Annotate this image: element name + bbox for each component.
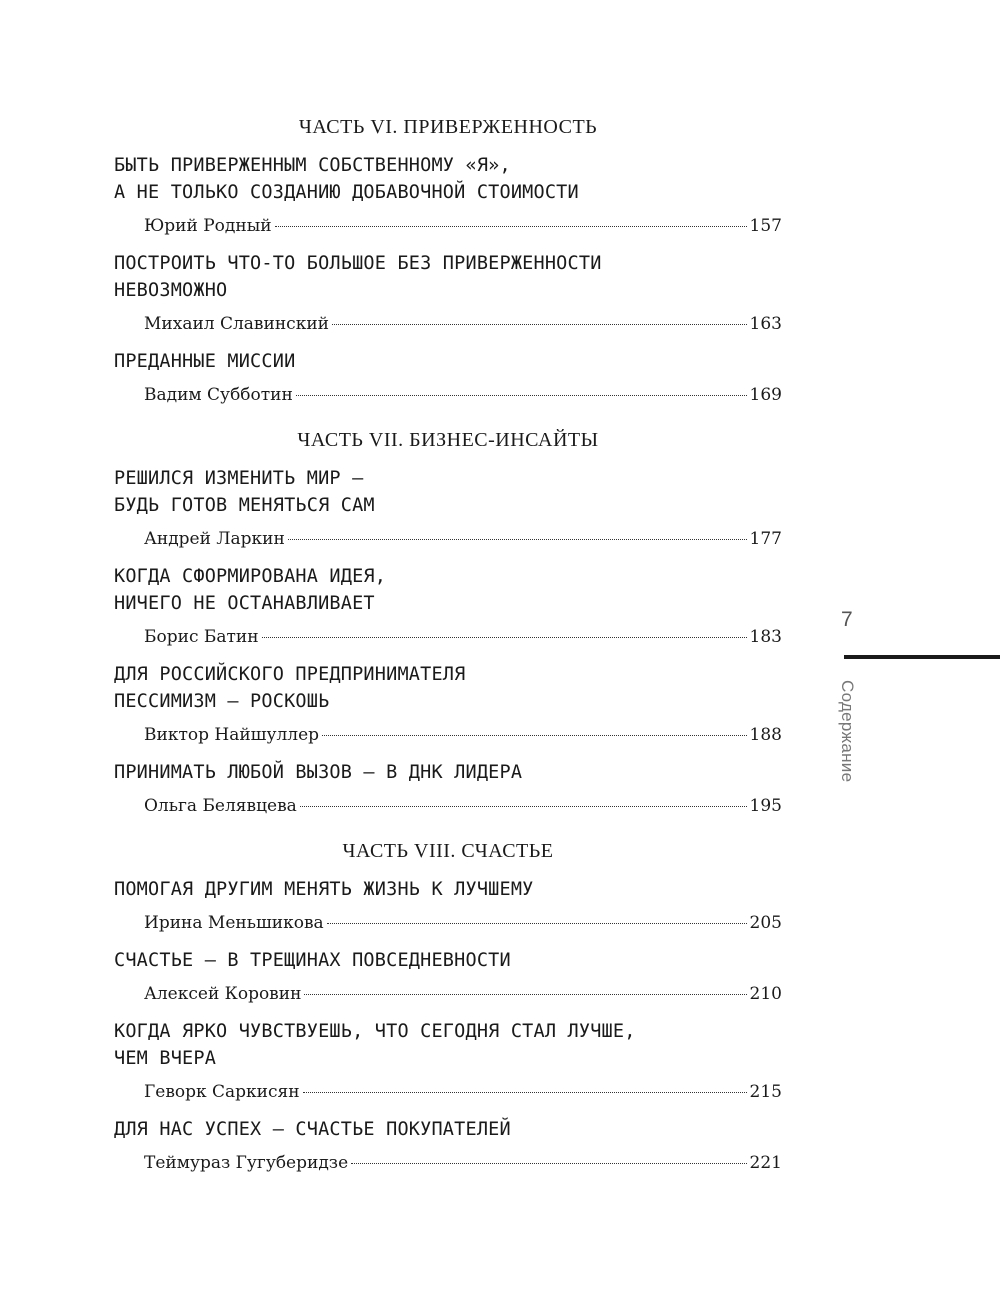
entry-line [114,911,782,935]
dot-leader [304,994,746,995]
part-heading: ЧАСТЬ VIII. СЧАСТЬЕ [342,840,554,862]
section-label: Содержание [838,680,857,783]
entry-author: Теймураз Гугуберидзе [144,1153,349,1173]
toc-entry [114,348,782,407]
entry-title: ПРЕДАННЫЕ МИССИИ [114,351,296,372]
table-of-contents [114,114,782,1175]
entry-title: ПРИНИМАТЬ ЛЮБОЙ ВЫЗОВ — В ДНК ЛИДЕРА [114,762,523,783]
entry-line [114,312,782,336]
entry-title: КОГДА ЯРКО ЧУВСТВУЕШЬ, ЧТО СЕГОДНЯ СТАЛ ЛУЧШЕ, ЧЕМ ВЧЕРА [114,1021,636,1069]
toc-entry [114,250,782,336]
entry-title: ПОМОГАЯ ДРУГИМ МЕНЯТЬ ЖИЗНЬ К ЛУЧШЕМУ [114,879,534,900]
entry-author: Юрий Родный [144,216,272,236]
entry-title: БЫТЬ ПРИВЕРЖЕННЫМ СОБСТВЕННОМУ «Я», А НЕ ТОЛЬКО СОЗДАНИЮ ДОБАВОЧНОЙ СТОИМОСТИ [114,155,579,203]
entry-page-number: 169 [749,385,782,405]
toc-entry [114,759,782,818]
dot-leader [351,1163,746,1164]
toc-entry [114,563,782,649]
entry-line [114,1151,782,1175]
dot-leader [296,395,747,396]
dot-leader [288,539,747,540]
toc-entry [114,152,782,238]
toc-entry [114,661,782,747]
entry-line [114,383,782,407]
entry-author: Алексей Коровин [144,984,302,1004]
entry-page-number: 177 [749,529,782,549]
toc-entry [114,1018,782,1104]
entry-page-number: 205 [749,913,782,933]
entry-page-number: 210 [749,984,782,1004]
entry-title: РЕШИЛСЯ ИЗМЕНИТЬ МИР — БУДЬ ГОТОВ МЕНЯТЬСЯ САМ [114,468,375,516]
side-divider [844,655,1000,659]
toc-entry [114,1116,782,1175]
entry-page-number: 215 [749,1082,782,1102]
entry-author: Михаил Славинский [144,314,329,334]
entry-author: Вадим Субботин [144,385,293,405]
dot-leader [303,1092,747,1093]
entry-line [114,625,782,649]
toc-entry [114,947,782,1006]
entry-page-number: 195 [749,796,782,816]
entry-line [114,1080,782,1104]
entry-author: Ирина Меньшикова [144,913,324,933]
dot-leader [262,637,747,638]
part-heading: ЧАСТЬ VII. БИЗНЕС-ИНСАЙТЫ [297,429,599,451]
entry-page-number: 183 [749,627,782,647]
entry-line [114,982,782,1006]
entry-author: Геворк Саркисян [144,1082,300,1102]
page-number: 7 [841,608,853,631]
dot-leader [300,806,747,807]
entry-line [114,214,782,238]
toc-entry [114,465,782,551]
entry-page-number: 163 [749,314,782,334]
entry-line [114,723,782,747]
dot-leader [275,226,747,227]
entry-title: ДЛЯ НАС УСПЕХ — СЧАСТЬЕ ПОКУПАТЕЛЕЙ [114,1119,511,1140]
dot-leader [332,324,747,325]
entry-author: Андрей Ларкин [144,529,285,549]
dot-leader [322,735,747,736]
entry-page-number: 157 [749,216,782,236]
entry-line [114,527,782,551]
entry-title: КОГДА СФОРМИРОВАНА ИДЕЯ, НИЧЕГО НЕ ОСТАНАВЛИВАЕТ [114,566,387,614]
part-heading: ЧАСТЬ VI. ПРИВЕРЖЕННОСТЬ [298,116,598,138]
entry-author: Ольга Белявцева [144,796,297,816]
entry-page-number: 221 [749,1153,782,1173]
toc-entry [114,876,782,935]
entry-title: ПОСТРОИТЬ ЧТО-ТО БОЛЬШОЕ БЕЗ ПРИВЕРЖЕННОСТИ НЕВОЗМОЖНО [114,253,602,301]
entry-page-number: 188 [749,725,782,745]
entry-title: ДЛЯ РОССИЙСКОГО ПРЕДПРИНИМАТЕЛЯ ПЕССИМИЗМ — РОСКОШЬ [114,664,466,712]
entry-author: Борис Батин [144,627,259,647]
entry-line [114,794,782,818]
entry-author: Виктор Найшуллер [144,725,320,745]
entry-title: СЧАСТЬЕ — В ТРЕЩИНАХ ПОВСЕДНЕВНОСТИ [114,950,511,971]
dot-leader [327,923,747,924]
